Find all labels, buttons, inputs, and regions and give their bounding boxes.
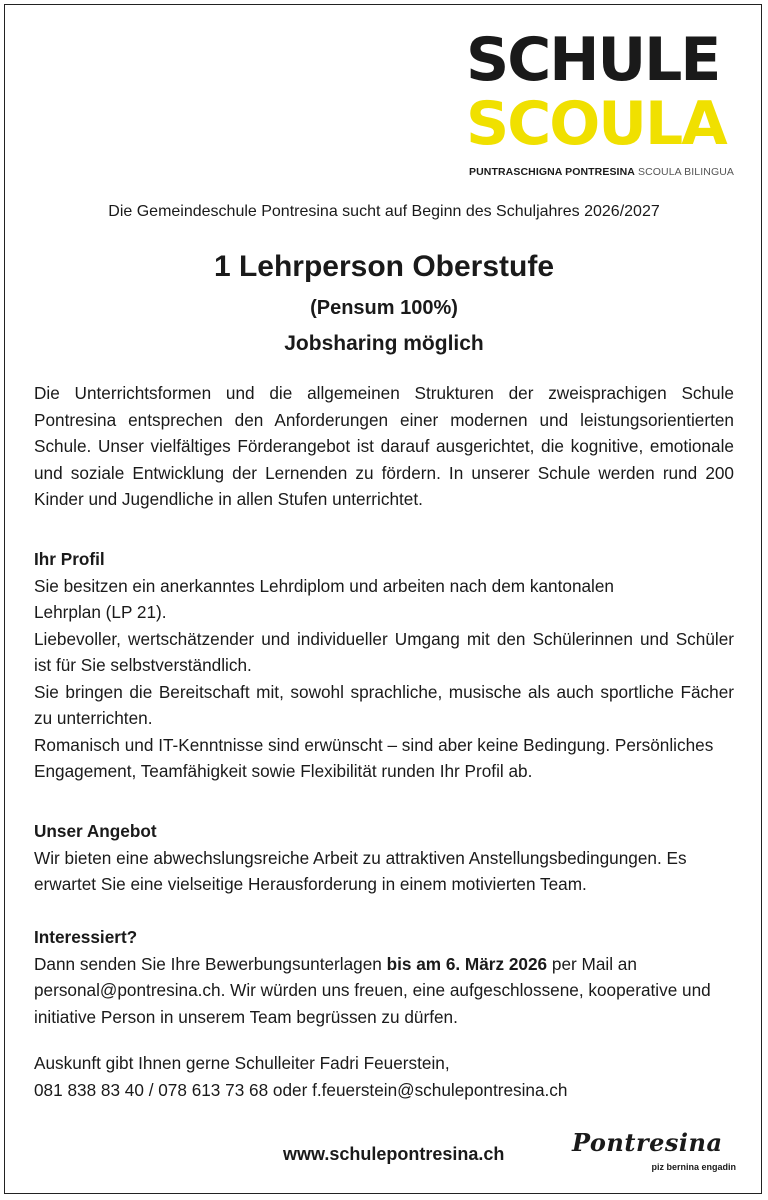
logo-tagline (469, 166, 734, 178)
contact-line1: Auskunft gibt Ihnen gerne Schulleiter Fadri Feuerstein, (34, 1053, 450, 1073)
profil-heading: Ihr Profil (34, 549, 105, 569)
section-interessiert (34, 924, 734, 1030)
intro-line: Die Gemeindeschule Pontresina sucht auf Beginn des Schuljahres 2026/2027 (108, 203, 660, 220)
job-title: 1 Lehrperson Oberstufe (213, 250, 555, 283)
interest-text (34, 951, 734, 1031)
interest-heading: Interessiert? (34, 927, 138, 947)
contact-line2: 081 838 83 40 / 078 613 73 68 oder f.feuerstein@schulepontresina.ch (34, 1079, 568, 1100)
profil-p1-line2: Lehrplan (LP 21). (34, 602, 167, 622)
interest-text-after: per Mail an personal@pontresina.ch. Wir würden uns freuen, eine aufgeschlossene, kooperative und initiative Person in unserem Team begrüssen zu dürfen. (34, 953, 711, 1027)
deadline: bis am 6. März 2026 (386, 953, 548, 974)
website-url[interactable]: www.schulepontresina.ch (283, 1144, 505, 1164)
profil-p4: Romanisch und IT-Kenntnisse sind erwünscht – sind aber keine Bedingung. Persönliches Engagement, Teamfähigkeit sowie Flexibilität runden Ihr Profil ab. (34, 734, 714, 781)
section-contact (34, 1050, 734, 1103)
section-profil (34, 546, 734, 785)
logo-tag-light: SCOULA BILINGUA (637, 166, 734, 178)
pensum: (Pensum 100%) (310, 297, 458, 319)
pontresina-tagline: piz bernina engadin (651, 1162, 736, 1172)
profil-p3: Sie bringen die Bereitschaft mit, sowohl sprachliche, musische als auch sportliche Fächer zu unterrichten. (34, 681, 734, 728)
section-angebot (34, 818, 734, 898)
school-logo (466, 25, 736, 190)
pontresina-logo (572, 1128, 742, 1180)
jobsharing: Jobsharing möglich (284, 332, 484, 355)
angebot-heading: Unser Angebot (34, 821, 157, 841)
pontresina-wordmark: Pontresina (572, 1128, 723, 1157)
profil-p2: Liebevoller, wertschätzender und individueller Umgang mit den Schülerinnen und Schüler ist für Sie selbstverständlich. (34, 628, 734, 675)
intro-paragraph: Die Unterrichtsformen und die allgemeinen Strukturen der zweisprachigen Schule Pontresina entsprechen den Anforderungen einer modernen und leistungsorientierten Schule. Unser vielfältiges Förderangebot ist darauf ausgerichtet, die kognitive, emotionale und soziale Entwicklung der Lernenden zu fördern. In unserer Schule werden rund 200 Kinder und Jugendliche in allen Stufen unterrichtet. (34, 383, 734, 509)
logo-word-scoula: SCOULA (466, 89, 726, 159)
logo-word-schule: SCHULE (466, 25, 720, 95)
profil-p1-line1: Sie besitzen ein anerkanntes Lehrdiplom und arbeiten nach dem kantonalen (34, 575, 614, 596)
logo-tag-bold: PUNTRASCHIGNA PONTRESINA (469, 166, 635, 178)
angebot-text: Wir bieten eine abwechslungsreiche Arbeit zu attraktiven Anstellungsbedingungen. Es erwartet Sie eine vielseitige Herausforderung in einem motivierten Team. (34, 847, 687, 894)
interest-text-before: Dann senden Sie Ihre Bewerbungsunterlagen (34, 953, 387, 974)
